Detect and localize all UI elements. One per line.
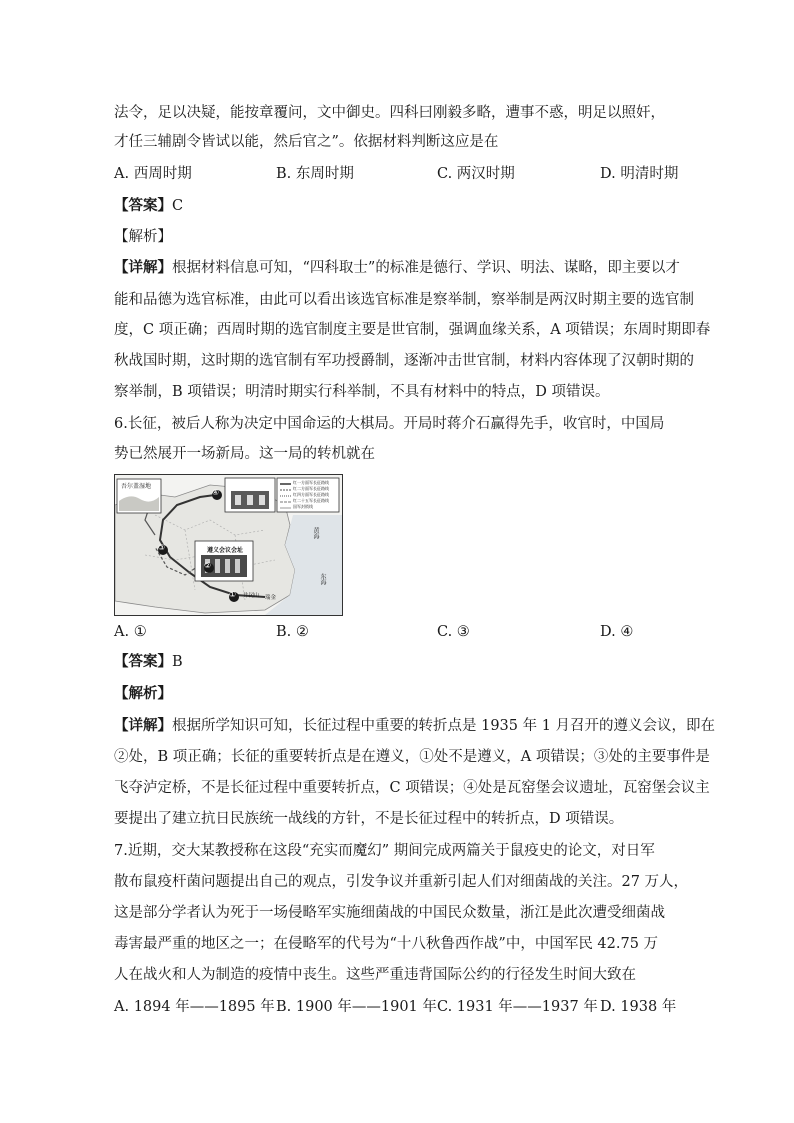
- map-marker-1: ①: [229, 590, 237, 599]
- q5-option-c[interactable]: C. 两汉时期: [437, 166, 515, 182]
- answer-tag: 【答案】: [114, 653, 172, 670]
- q6-stem-line-2: 势已然展开一场新局。这一局的转机就在: [114, 446, 375, 462]
- q6-option-c[interactable]: C. ③: [437, 624, 470, 640]
- answer-value: C: [172, 198, 184, 214]
- long-march-map: [114, 474, 343, 616]
- q5-detail-line-4: 秋战国时期，这时期的选官制有军功授爵制，逐渐冲击世官制，材料内容体现了汉朝时期的: [114, 353, 694, 369]
- map-marker-3: ③: [158, 543, 166, 552]
- q5-option-a[interactable]: A. 西周时期: [114, 166, 192, 182]
- map-building-label: 遵义会议会址: [207, 547, 244, 554]
- detail-tag: 【详解】: [114, 717, 172, 734]
- q6-analysis-tag: 【解析】: [114, 685, 172, 702]
- q7-option-c[interactable]: C. 1931 年——1937 年: [437, 999, 598, 1015]
- q7-stem-line-5: 人在战火和人为制造的疫情中丧生。这些严重违背国际公约的行径发生时间大致在: [114, 967, 636, 983]
- q5-option-b[interactable]: B. 东周时期: [276, 166, 354, 182]
- q7-option-d[interactable]: D. 1938 年: [600, 999, 677, 1015]
- map-legend: [293, 480, 329, 510]
- q5-detail-line-2: 能和品德为选官标准，由此可以看出该选官标准是察举制，察举制是两汉时期主要的选官制: [114, 292, 694, 308]
- legend-item: 红二十五军长征路线: [293, 498, 329, 503]
- map-sea-donghai: 东海: [319, 573, 326, 585]
- q5-answer: [114, 196, 183, 216]
- detail-tag: 【详解】: [114, 259, 172, 276]
- map-place-ruijin: 瑞金: [265, 595, 277, 601]
- q6-detail-line-4: 要提出了建立抗日民族统一战线的方针，不是长征过程中的转折点，D 项错误。: [114, 811, 624, 827]
- q5-analysis-tag: 【解析】: [114, 229, 172, 245]
- detail-text: 根据所学知识可知，长征过程中重要的转折点是 1935 年 1 月召开的遵义会议，即在: [172, 718, 716, 734]
- legend-item: 红二方面军长征路线: [293, 486, 329, 491]
- legend-item: 红一方面军长征路线: [293, 480, 329, 485]
- q5-detail-line-3: 度，C 项正确；西周时期的选官制度主要是世官制，强调血缘关系，A 项错误；东周时期即春: [114, 322, 711, 338]
- q6-answer: [114, 652, 183, 672]
- map-sea-huanghai: 黄海: [312, 527, 319, 539]
- q5-option-d[interactable]: D. 明清时期: [600, 166, 679, 182]
- answer-tag: 【答案】: [114, 197, 172, 214]
- map-place-jinggangshan: 井冈山: [243, 593, 260, 599]
- q6-option-b[interactable]: B. ②: [276, 624, 309, 640]
- q7-option-a[interactable]: A. 1894 年——1895 年: [114, 999, 275, 1015]
- detail-text: 根据材料信息可知，“四科取士”的标准是德行、学识、明法、谋略，即主要以才: [172, 260, 680, 276]
- q7-stem-line-2: 散布鼠疫杆菌问题提出自己的观点，引发争议并重新引起人们对细菌战的关注。27 万人，: [114, 874, 689, 890]
- q5-stem-line-1: 法令，足以决疑，能按章覆问，文中御史。四科曰刚毅多略，遭事不惑，明足以照奸，: [114, 105, 665, 121]
- q6-detail-line-2: ②处，B 项正确；长征的重要转折点是在遵义，①处不是遵义，A 项错误；③处的主要事件是: [114, 749, 710, 765]
- answer-value: B: [172, 654, 183, 670]
- q7-option-b[interactable]: B. 1900 年——1901 年: [276, 999, 437, 1015]
- q7-stem-line-1: 7.近期，交大某教授称在这段“充实而魔幻” 期间完成两篇关于鼠疫史的论文，对日军: [114, 843, 655, 859]
- q7-stem-line-4: 毒害最严重的地区之一；在侵略军的代号为“十八秋鲁西作战”中，中国军民 42.75 万: [114, 936, 659, 952]
- q7-stem-line-3: 这是部分学者认为死于一场侵略军实施细菌战的中国民众数量，浙江是此次遭受细菌战: [114, 905, 665, 921]
- q6-detail-line-3: 飞夺泸定桥，不是长征过程中重要转折点，C 项错误；④处是瓦窑堡会议遗址，瓦窑堡会议主: [114, 780, 710, 796]
- q6-option-a[interactable]: A. ①: [114, 624, 147, 640]
- map-inset-label: 吾尔盖湿地: [121, 483, 152, 490]
- map-marker-2: ②: [204, 561, 212, 570]
- q5-stem-line-2: 才任三辅剧令皆试以能，然后官之”。依据材料判断这应是在: [114, 134, 499, 150]
- q6-option-d[interactable]: D. ④: [600, 624, 634, 640]
- q5-detail-line-1: [114, 258, 680, 278]
- q6-stem-line-1: 6.长征，被后人称为决定中国命运的大棋局。开局时蒋介石赢得先手，收官时，中国局: [114, 416, 665, 432]
- map-marker-4: ④: [212, 488, 220, 497]
- legend-item: 国军封锁线: [293, 504, 313, 509]
- q5-detail-line-5: 察举制，B 项错误；明清时期实行科举制，不具有材料中的特点，D 项错误。: [114, 384, 610, 400]
- q6-detail-line-1: [114, 716, 715, 736]
- legend-item: 红四方面军长征路线: [293, 492, 329, 497]
